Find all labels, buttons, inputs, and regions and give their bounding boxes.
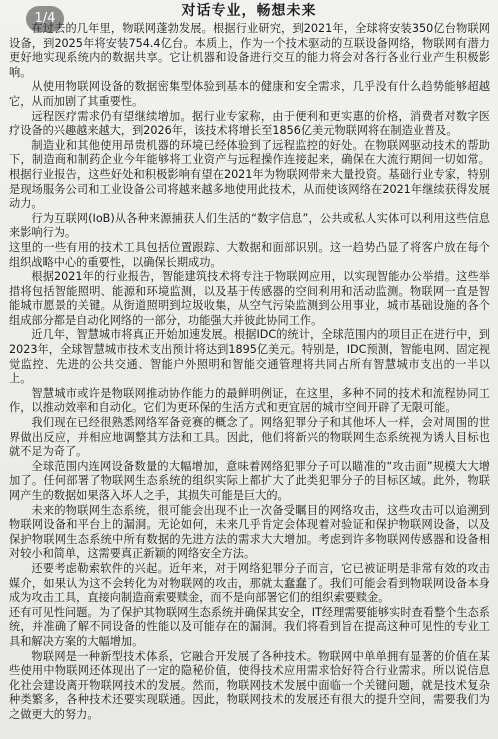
- paragraph: 这里的一些有用的技术工具包括位置跟踪、大数据和面部识别。这一趋势凸显了将客户放在每个组织战略中心的重要性，以确保长期成功。: [9, 240, 490, 269]
- paragraph: 制造业和其他使用昂贵机器的环境已经体验到了远程监控的好处。在物联网驱动技术的帮助下，制造商和制药企业今年能够将工业资产与远程操作连接起来，确保在大流行期间一切如常。根据行业报告，这些好处和积极影响有望在2021年为物联网带来大量投资。基础行业专家，特别是现场服务公司和工业设备公司将越来越多地使用此技术，从而使该网络在2021年继续获得发展动力。: [9, 138, 490, 211]
- paragraph: 还要考虑勒索软件的兴起。近年来，对于网络犯罪分子而言，它已被证明是非常有效的攻击媒介，如果认为这不会转化为对物联网的攻击，那就太蠢蠢了。我们可能会看到物联网设备本身成为攻击工具，直接向制造商索要赎金，而不是向部署它们的组织索要赎金。: [9, 561, 490, 605]
- paragraph: 还有可见性问题。为了保护其物联网生态系统并确保其安全，IT经理需要能够实时查看整个生态系统，并准确了解不同设备的性能以及可能存在的漏洞。我们将看到旨在提高这种可见性的专业工具和解决方案的大幅增加。: [9, 605, 490, 648]
- article-body: [9, 22, 490, 723]
- paragraph: 远程医疗需求仍有望继续增加。据行业专家称，由于便利和更实惠的价格，消费者对数字医疗设备的兴趣越来越大，到2026年，该技术将增长至1856亿美元物联网将在制造业普及。: [9, 109, 490, 138]
- paragraph: 在过去的几年里，物联网蓬勃发展。根据行业研究，到2021年，全球将安装350亿台物联网设备，到2025年将安装754.4亿台。本质上，作为一个技术驱动的互联设备网络，物联网有潜力更好地实现系统内的数据共享。它让机器和设备进行交互的能力将会对各行各业行业产生积极影响。: [9, 22, 490, 79]
- paragraph: 全球范围内连网设备数量的大幅增加，意味着网络犯罪分子可以瞄准的“攻击面”规模大大增加了。任何部署了物联网生态系统的组织实际上都扩大了此类犯罪分子的目标区域。此外，物联网产生的数据如果落入坏人之手，其损失可能是巨大的。: [9, 459, 490, 502]
- paragraph: 行为互联网(IoB)从各种来源捕获人们生活的“数字信息”，公共或私人实体可以利用这些信息来影响行为。: [9, 211, 490, 240]
- page-indicator[interactable]: 1/4: [26, 6, 64, 32]
- paragraph: 未来的物联网生态系统，很可能会出现不止一次备受瞩目的网络攻击，这些攻击可以追溯到物联网设备和平台上的漏洞。无论如何，未来几乎肯定会体现着对验证和保护物联网设备，以及保护物联网生态系统中所有数据的先进方法的需求大大增加。考虑到许多物联网传感器和设备相对较小和简单，这需要真正新颖的网络安全方法。: [9, 503, 490, 561]
- paragraph: 物联网是一种新型技术体系，它融合开发展了各种技术。物联网中单单拥有显著的价值在某些使用中物联网还体现出了一定的隐秘价值，使得技术应用需求恰好符合行业需求。所以说信息化社会建设离开物联网技术的发展。然而，物联网技术发展中面临一个关键问题，就是技术复杂种类繁多，各种技术还要实现联通。因此，物联网技术的发展还有很大的提升空间，需要我们为之做更大的努力。: [9, 649, 490, 721]
- paragraph: 我们现在已经很熟悉网络军备竞赛的概念了。网络犯罪分子和其他坏人一样，会对周围的世界做出反应，并相应地调整其方法和工具。因此，他们将新兴的物联网生态系统视为诱人目标也就不足为奇了。: [9, 416, 490, 459]
- paragraph: 从使用物联网设备的数据密集型体验到基本的健康和安全需求，几乎没有什么趋势能够超越它，从而加剧了其重要性。: [9, 80, 490, 108]
- paragraph: 近几年，智慧城市将真正开始加速发展。根据IDC的统计，全球范围内的项目正在进行中，到2023年，全球智慧城市技术支出预计将达到1895亿美元。特别是，IDC预测，智能电网、固定视觉监控、先进的公共交通、智能户外照明和智能交通管理将共同占所有智慧城市支出的一半以上。: [9, 328, 490, 386]
- paragraph: 根据2021年的行业报告，智能建筑技术将专注于物联网应用，以实现智能办公举措。这些举措将包括智能照明、能源和环境监测，以及基于传感器的空间利用和活动监测。物联网一直是智能城市愿景的关键。从街道照明到垃圾收集，从空气污染监测到公用事业，城市基础设施的各个组成部分都是自动化网络的一部分，功能强大并彼此协同工作。: [9, 270, 490, 327]
- paragraph: 智慧城市或许是物联网推动协作能力的最鲜明例证，在这里，多种不同的技术和流程协同工作，以推动效率和自动化。它们为更环保的生活方式和更宜居的城市空间开辟了无限可能。: [9, 386, 490, 415]
- page-title: 对话专业，畅想未来: [181, 3, 317, 19]
